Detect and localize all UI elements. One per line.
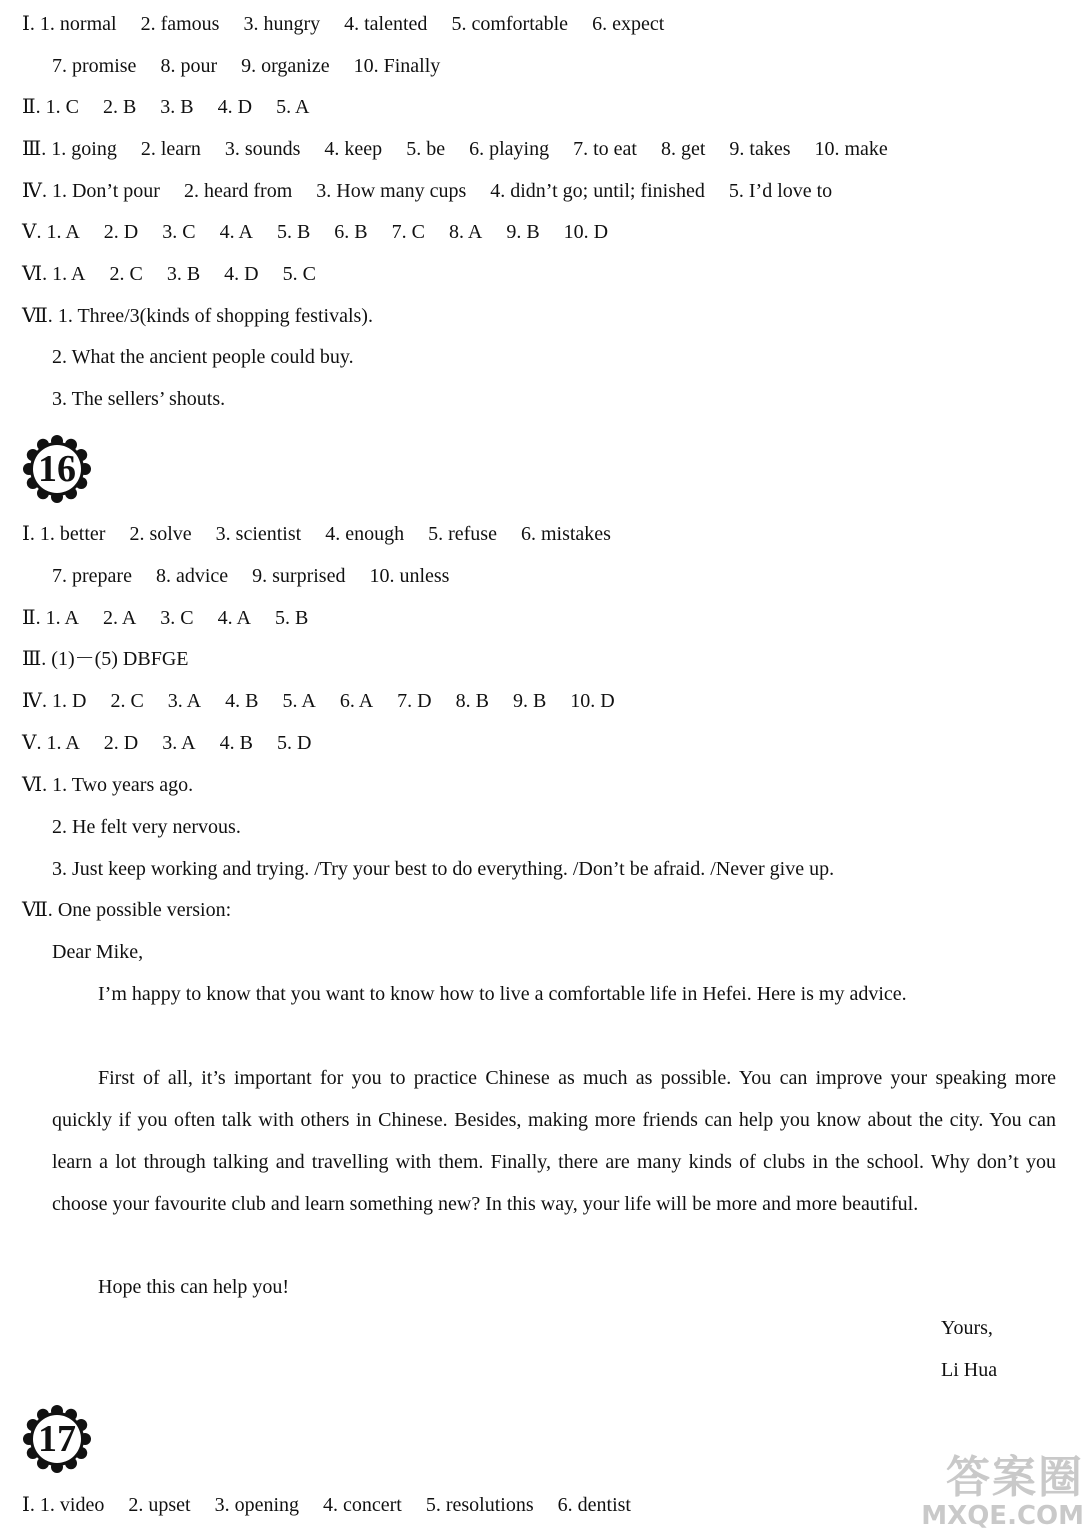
- answer-item: 4. D: [224, 263, 259, 285]
- answer-row: Ⅶ. One possible version:: [22, 899, 232, 921]
- answer-row: Ⅲ. 1. going 2. learn 3. sounds 4. keep 5. be 6. playing 7. to eat 8. get 9. takes 10. make: [22, 138, 888, 160]
- answer-item: 2. C: [109, 263, 143, 285]
- answer-row: [52, 387, 1072, 411]
- answer-item: 10. D: [570, 690, 615, 712]
- answer-item: 5. be: [406, 138, 446, 160]
- answer-item: 5. A: [276, 96, 310, 118]
- answer-item: 1. A: [46, 221, 80, 243]
- letter-paragraph: Hope this can help you!: [98, 1276, 290, 1298]
- answer-row: Ⅵ. 1. A 2. C 3. B 4. D 5. C: [22, 263, 316, 285]
- answer-item: 4. concert: [323, 1494, 402, 1516]
- answer-item: 4. D: [217, 96, 253, 118]
- answer-item: 3. The sellers’ shouts.: [52, 388, 226, 410]
- answer-item: 3. B: [160, 96, 194, 118]
- answer-item: 2. heard from: [183, 180, 293, 202]
- answer-item: 6. playing: [469, 138, 550, 160]
- answer-item: 4. B: [219, 732, 253, 754]
- answer-item: 1. A: [45, 607, 79, 629]
- answer-row: Ⅲ. (1)－(5) DBFGE: [22, 648, 189, 670]
- answer-item: 8. A: [448, 221, 483, 243]
- answer-item: 2. D: [103, 221, 139, 243]
- watermark-logo-text: 答案圈: [946, 1452, 1084, 1503]
- letter-greeting: Dear Mike,: [52, 941, 144, 963]
- answer-item: 2. upset: [128, 1494, 191, 1516]
- answer-item: 7. prepare: [52, 565, 132, 587]
- unit-number: 16: [38, 448, 76, 490]
- answer-item: (1)－(5) DBFGE: [51, 648, 189, 670]
- unit-badge-17: [22, 1404, 92, 1474]
- answer-item: 9. surprised: [252, 565, 346, 587]
- answer-item: 2. learn: [140, 138, 201, 160]
- letter-paragraph: First of all, it’s important for you to practice Chinese as much as possible. You can improve your speaking more quickly if you often talk with others in Chinese. Besides, making more friends can help you know about the city. You can learn a lot through talking and travelling with them. Finally, there are many kinds of clubs in the school. Why don’t you choose your favourite club and learn something new? In this way, your life will be more and more beautiful.: [52, 1067, 1056, 1215]
- answer-item: 7. to eat: [573, 138, 637, 160]
- answer-item: 9. B: [512, 690, 547, 712]
- answer-item: 5. resolutions: [425, 1494, 534, 1516]
- answer-row: Ⅳ. 1. D 2. C 3. A 4. B 5. A 6. A 7. D 8. B 9. B 10. D: [22, 690, 615, 712]
- answer-item: 4. A: [219, 221, 253, 243]
- letter-closing: Yours,: [941, 1317, 993, 1339]
- answer-item: 7. promise: [52, 55, 137, 77]
- answer-item: 1. normal: [39, 13, 117, 35]
- answer-row: Ⅱ. 1. A 2. A 3. C 4. A 5. B: [22, 607, 309, 629]
- unit-number: 17: [38, 1418, 76, 1460]
- answer-item: 1. better: [39, 523, 106, 545]
- answer-item: 6. expect: [592, 13, 665, 35]
- answer-row: [52, 54, 1072, 78]
- answer-item: 8. advice: [155, 565, 229, 587]
- letter-paragraph: I’m happy to know that you want to know how to live a comfortable life in Hefei. Here is my advice.: [98, 983, 907, 1005]
- answer-item: 8. get: [660, 138, 706, 160]
- answer-row: Ⅰ. 1. better 2. solve 3. scientist 4. enough 5. refuse 6. mistakes: [22, 523, 611, 545]
- answer-item: 4. talented: [344, 13, 428, 35]
- answer-item: 5. I’d love to: [728, 180, 833, 202]
- answer-item: 1. video: [39, 1494, 105, 1516]
- answer-row: [52, 857, 1072, 881]
- answer-item: 6. B: [334, 221, 368, 243]
- answer-item: 3. hungry: [243, 13, 321, 35]
- answer-item: 10. make: [814, 138, 888, 160]
- answer-item: 6. A: [339, 690, 374, 712]
- answer-item: 1. C: [45, 96, 79, 118]
- answer-item: 1. D: [51, 690, 87, 712]
- watermark-url: MXQE.COM: [921, 1501, 1084, 1531]
- answer-item: 9. B: [506, 221, 540, 243]
- answer-item: 2. famous: [140, 13, 220, 35]
- answer-item: 5. B: [274, 607, 309, 629]
- answer-item: 5. D: [276, 732, 312, 754]
- answer-item: 6. mistakes: [520, 523, 611, 545]
- answer-item: 4. B: [225, 690, 259, 712]
- letter-signature: Li Hua: [941, 1359, 998, 1381]
- answer-item: 9. takes: [729, 138, 791, 160]
- answer-item: 5. C: [282, 263, 316, 285]
- answer-row: Ⅰ. 1. video 2. upset 3. opening 4. concert 5. resolutions 6. dentist: [22, 1494, 631, 1516]
- answer-item: 3. scientist: [215, 523, 302, 545]
- answer-item: 1. Two years ago.: [52, 774, 194, 796]
- answer-item: 8. B: [455, 690, 489, 712]
- watermark: [921, 1454, 1084, 1530]
- answer-row: Ⅱ. 1. C 2. B 3. B 4. D 5. A: [22, 96, 310, 118]
- answer-item: 7. C: [391, 221, 425, 243]
- answer-item: 4. A: [217, 607, 251, 629]
- answer-item: 4. enough: [325, 523, 405, 545]
- answer-item: 3. B: [166, 263, 201, 285]
- answer-row: Ⅵ. 1. Two years ago.: [22, 774, 194, 796]
- answer-row: Ⅴ. 1. A 2. D 3. C 4. A 5. B 6. B 7. C 8. A 9. B 10. D: [22, 221, 609, 243]
- answer-item: 5. A: [282, 690, 316, 712]
- answer-item: 9. organize: [241, 55, 330, 77]
- answer-item: 2. What the ancient people could buy.: [52, 346, 354, 368]
- answer-row: [52, 564, 1072, 588]
- answer-item: 3. Just keep working and trying. /Try your best to do everything. /Don’t be afraid. /Never give up.: [52, 858, 835, 880]
- answer-item: 2. B: [102, 96, 137, 118]
- answer-item: 3. A: [162, 732, 196, 754]
- answer-item: 2. A: [102, 607, 137, 629]
- answer-item: 3. opening: [214, 1494, 299, 1516]
- answer-item: 10. unless: [369, 565, 450, 587]
- answer-row: [52, 815, 1072, 839]
- answer-row: [52, 345, 1072, 369]
- answer-item: 3. C: [162, 221, 196, 243]
- answer-item: 8. pour: [160, 55, 218, 77]
- answer-item: 2. solve: [129, 523, 192, 545]
- answer-item: 2. D: [103, 732, 139, 754]
- answer-item: 4. keep: [324, 138, 383, 160]
- answer-item: 3. How many cups: [316, 180, 467, 202]
- answer-item: 3. sounds: [224, 138, 301, 160]
- answer-item: 2. C: [110, 690, 144, 712]
- answer-row: Ⅴ. 1. A 2. D 3. A 4. B 5. D: [22, 732, 312, 754]
- answer-row: Ⅰ. 1. normal 2. famous 3. hungry 4. talented 5. comfortable 6. expect: [22, 13, 665, 35]
- answer-item: 1. A: [52, 263, 86, 285]
- answer-item: 1. Three/3(kinds of shopping festivals).: [57, 305, 373, 327]
- answer-item: 10. Finally: [353, 55, 441, 77]
- answer-row: Ⅶ. 1. Three/3(kinds of shopping festivals).: [22, 305, 373, 327]
- answer-item: 1. going: [51, 138, 117, 160]
- answer-item: 10. D: [563, 221, 609, 243]
- answer-item: 7. D: [397, 690, 432, 712]
- answer-item: 1. A: [46, 732, 80, 754]
- answer-item: 6. dentist: [557, 1494, 631, 1516]
- answer-item: 5. refuse: [428, 523, 497, 545]
- answer-row: Ⅳ. 1. Don’t pour 2. heard from 3. How many cups 4. didn’t go; until; finished 5. I’d love to: [22, 180, 833, 202]
- unit-badge-16: [22, 434, 92, 504]
- answer-item: 4. didn’t go; until; finished: [490, 180, 705, 202]
- answer-item: 3. A: [167, 690, 202, 712]
- answer-item: 3. C: [160, 607, 194, 629]
- answer-item: 1. Don’t pour: [51, 180, 160, 202]
- answer-item: 5. B: [276, 221, 311, 243]
- answer-item: 2. He felt very nervous.: [52, 816, 241, 838]
- answer-item: 5. comfortable: [451, 13, 569, 35]
- answer-item: One possible version:: [57, 899, 232, 921]
